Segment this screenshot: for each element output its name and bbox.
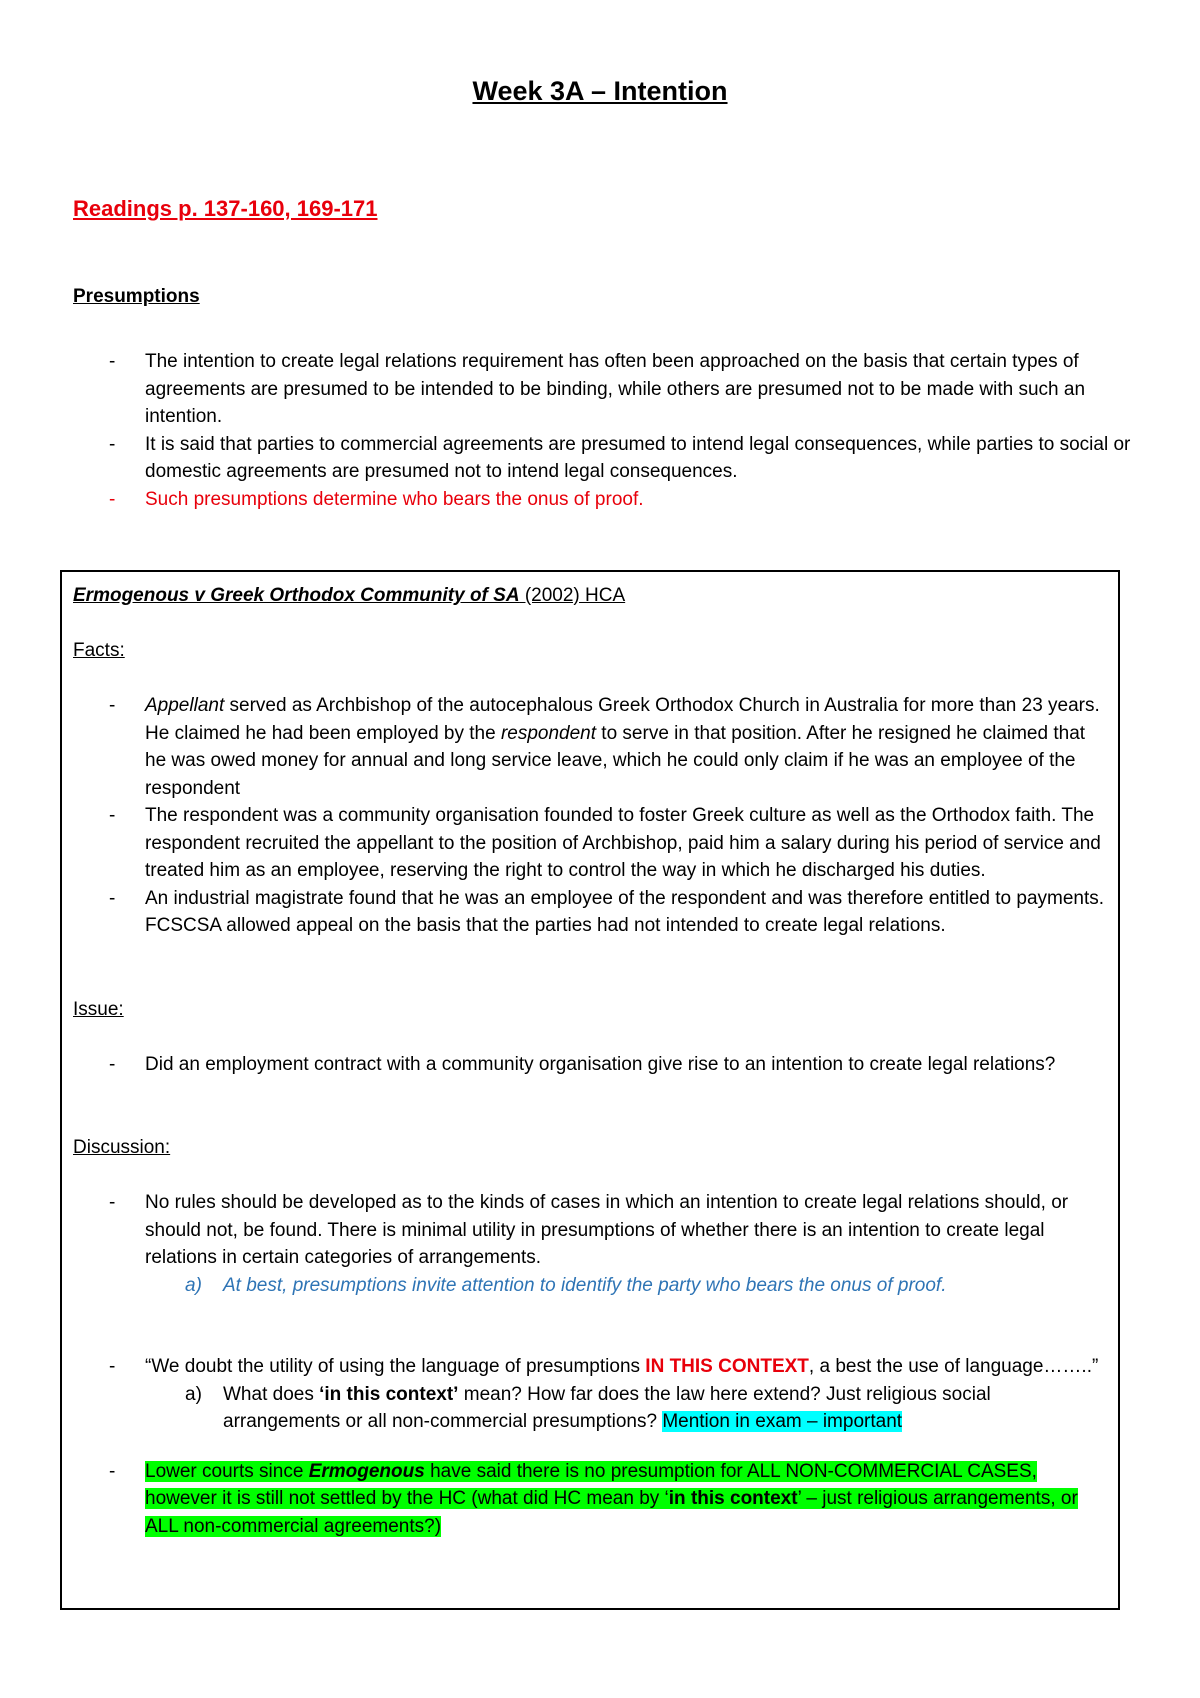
facts-list [73, 692, 1108, 940]
respondent-term: respondent [500, 722, 597, 744]
discussion-label: Discussion: [73, 1137, 171, 1158]
discussion-list [73, 1189, 1108, 1299]
list-item: - The intention to create legal relations requirement has often been approached on the basis that certain types of agreements are presumed to be intended to be binding, while others are presumed not to be made with such an intention. [73, 348, 1143, 431]
list-item: - Appellant served as Archbishop of the autocephalous Greek Orthodox Church in Australia for more than 23 years. He claimed he had been employed by the respondent to serve in that position. After he resigned he claimed that he was owed money for annual and long service leave, which he could only claim if he was an employee of the respondent [73, 692, 1108, 802]
facts-label: Facts: [73, 640, 125, 661]
sub-item: a) What does ‘in this context’ mean? How far does the law here extend? Just religious social arrangements or all non-commercial presumptions? Mention in exam – important [185, 1383, 991, 1432]
case-title [73, 582, 1108, 609]
appellant-term: Appellant [145, 695, 225, 716]
discussion-list-2 [73, 1353, 1108, 1436]
readings-heading: Readings p. 137-160, 169-171 [73, 196, 378, 221]
presumptions-heading: Presumptions [73, 286, 200, 307]
case-ref: Ermogenous [308, 1460, 425, 1482]
list-item: - “We doubt the utility of using the language of presumptions IN THIS CONTEXT, a best the use of language……..” a) What does ‘in this context’ mean? How far does the law here extend? Just religious social arrangements or all non-commercial presumptions? Mention in exam – important [73, 1353, 1108, 1436]
list-item: - The respondent was a community organisation founded to foster Greek culture as well as the Orthodox faith. The respondent recruited the appellant to the position of Archbishop, paid him a salary during his period of service and treated him as an employee, reserving the right to control the way in which he discharged his duties. [73, 802, 1108, 885]
case-citation: (2002) HCA [519, 585, 626, 606]
discussion-list-3 [73, 1458, 1108, 1541]
list-item: - No rules should be developed as to the kinds of cases in which an intention to create legal relations should, or should not, be found. There is minimal utility in presumptions of whether there is an intention to create legal relations in certain categories of arrangements. a) At best, presumptions invite attention to identify the party who bears the onus of proof. [73, 1189, 1108, 1299]
sub-item: a) At best, presumptions invite attention to identify the party who bears the onus of proof. [185, 1274, 947, 1296]
issue-label: Issue: [73, 998, 124, 1020]
issue-list [73, 1051, 1108, 1079]
exam-note-highlight: Mention in exam – important [662, 1411, 903, 1432]
case-box [60, 570, 1120, 1610]
list-item: - Such presumptions determine who bears the onus of proof. [73, 486, 1143, 514]
presumptions-list [73, 348, 1143, 513]
page-title: Week 3A – Intention [472, 76, 728, 106]
emphasis: IN THIS CONTEXT [645, 1356, 809, 1377]
list-item: - It is said that parties to commercial agreements are presumed to intend legal consequences, while parties to social or domestic agreements are presumed not to intend legal consequences. [73, 431, 1143, 486]
list-item: - Lower courts since Ermogenous have said there is no presumption for ALL NON-COMMERCIAL CASES, however it is still not settled by the HC (what did HC mean by ‘in this context’ – just religious arrangements, or ALL non-commercial agreements?) [73, 1458, 1108, 1541]
list-item: - An industrial magistrate found that he was an employee of the respondent and was therefore entitled to payments. FCSCSA allowed appeal on the basis that the parties had not intended to create legal relations. [73, 885, 1108, 940]
list-item: - Did an employment contract with a community organisation give rise to an intention to create legal relations? [73, 1051, 1108, 1079]
case-name: Ermogenous v Greek Orthodox Community of SA [73, 585, 520, 606]
